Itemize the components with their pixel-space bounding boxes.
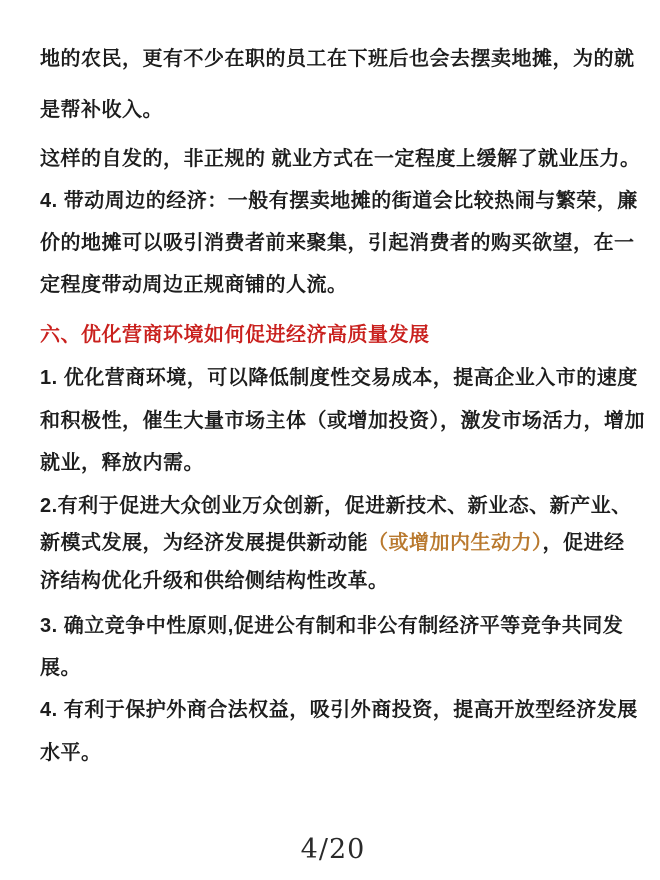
body-line: 就业，释放内需。 xyxy=(40,452,204,474)
body-line xyxy=(40,528,626,566)
body-line: 1. 优化营商环境，可以降低制度性交易成本，提高企业入市的速度 xyxy=(40,367,638,389)
body-text: ，促进经 xyxy=(542,532,625,554)
body-line: 3. 确立竞争中性原则,促进公有制和非公有制经济平等竞争共同发 xyxy=(40,615,624,637)
body-line: 定程度带动周边正规商铺的人流。 xyxy=(40,274,348,296)
body-line: 济结构优化升级和供给侧结构性改革。 xyxy=(40,570,389,592)
body-line: 展。 xyxy=(40,657,81,679)
highlighted-text: （或增加内生动力） xyxy=(368,532,543,554)
body-line: 4. 带动周边的经济：一般有摆卖地摊的街道会比较热闹与繁荣，廉 xyxy=(40,190,638,212)
body-line: 水平。 xyxy=(40,742,102,764)
body-line: 价的地摊可以吸引消费者前来聚集，引起消费者的购买欲望，在一 xyxy=(40,232,635,254)
body-line: 和积极性，催生大量市场主体（或增加投资），激发市场活力，增加 xyxy=(40,410,645,432)
body-text: 新模式发展，为经济发展提供新动能 xyxy=(40,532,368,554)
body-line: 2.有利于促进大众创业万众创新，促进新技术、新业态、新产业、 xyxy=(40,495,632,517)
body-line: 4. 有利于保护外商合法权益，吸引外商投资，提高开放型经济发展 xyxy=(40,699,638,721)
page-indicator: 4/20 xyxy=(300,834,366,865)
section-heading: 六、优化营商环境如何促进经济高质量发展 xyxy=(40,324,430,346)
body-line: 这样的自发的，非正规的 就业方式在一定程度上缓解了就业压力。 xyxy=(40,148,641,170)
body-line: 地的农民，更有不少在职的员工在下班后也会去摆卖地摊，为的就 xyxy=(40,48,635,70)
page-footer xyxy=(40,834,626,865)
body-line: 是帮补收入。 xyxy=(40,99,163,121)
